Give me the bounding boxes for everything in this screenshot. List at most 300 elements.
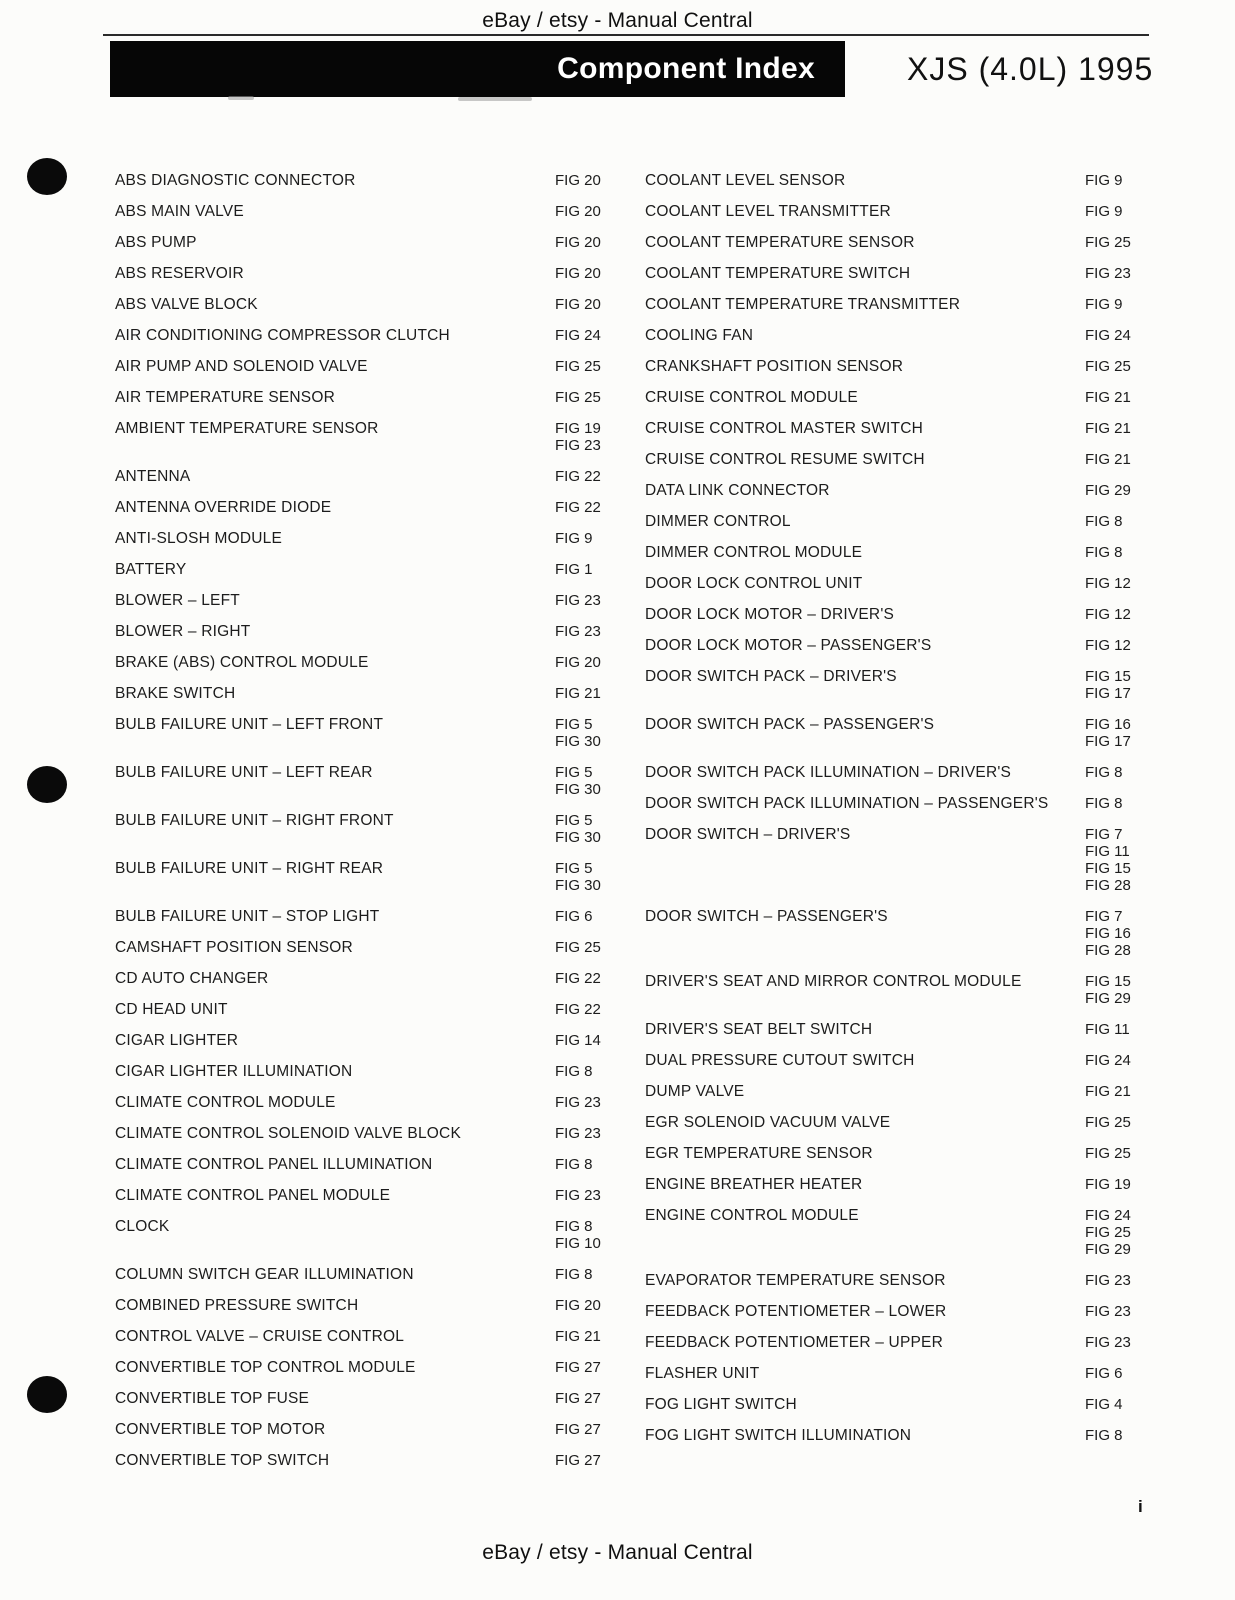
figure-ref: FIG 24 bbox=[1085, 1052, 1131, 1069]
index-entry bbox=[645, 389, 1145, 406]
component-name: AIR TEMPERATURE SENSOR bbox=[115, 389, 335, 406]
title-bar bbox=[110, 41, 845, 97]
index-column-left bbox=[115, 172, 615, 1483]
component-name: CONVERTIBLE TOP CONTROL MODULE bbox=[115, 1359, 416, 1376]
figure-refs bbox=[1085, 327, 1145, 344]
index-entry bbox=[115, 685, 615, 702]
index-entry bbox=[645, 513, 1145, 530]
header-rule bbox=[103, 34, 1149, 36]
figure-ref: FIG 9 bbox=[555, 530, 593, 547]
index-entry bbox=[115, 1094, 615, 1111]
component-name: ABS VALVE BLOCK bbox=[115, 296, 258, 313]
component-name: AIR PUMP AND SOLENOID VALVE bbox=[115, 358, 368, 375]
figure-ref: FIG 8 bbox=[1085, 513, 1123, 530]
index-entry bbox=[645, 1207, 1145, 1258]
figure-refs bbox=[1085, 575, 1145, 592]
component-name: EVAPORATOR TEMPERATURE SENSOR bbox=[645, 1272, 946, 1289]
figure-refs bbox=[1085, 764, 1145, 781]
component-name: CLIMATE CONTROL SOLENOID VALVE BLOCK bbox=[115, 1125, 461, 1142]
figure-refs bbox=[555, 1390, 615, 1407]
figure-refs bbox=[555, 530, 615, 547]
figure-refs bbox=[555, 908, 615, 925]
figure-refs bbox=[555, 1452, 615, 1469]
figure-refs bbox=[555, 1001, 615, 1018]
figure-ref: FIG 23 bbox=[1085, 1272, 1131, 1289]
component-name: DOOR LOCK MOTOR – PASSENGER'S bbox=[645, 637, 932, 654]
figure-ref: FIG 11 bbox=[1085, 1021, 1130, 1038]
figure-ref: FIG 22 bbox=[555, 468, 601, 485]
figure-ref: FIG 12 bbox=[1085, 606, 1131, 623]
figure-refs bbox=[1085, 203, 1145, 220]
figure-refs bbox=[555, 265, 615, 282]
figure-refs bbox=[555, 1094, 615, 1111]
figure-ref: FIG 20 bbox=[555, 1297, 601, 1314]
index-entry bbox=[645, 172, 1145, 189]
component-name: BULB FAILURE UNIT – STOP LIGHT bbox=[115, 908, 380, 925]
component-name: DOOR LOCK CONTROL UNIT bbox=[645, 575, 863, 592]
figure-ref: FIG 25 bbox=[555, 389, 601, 406]
index-entry bbox=[115, 420, 615, 454]
component-name: BRAKE (ABS) CONTROL MODULE bbox=[115, 654, 369, 671]
index-entry bbox=[645, 716, 1145, 750]
figure-ref: FIG 8 bbox=[555, 1218, 593, 1235]
figure-refs bbox=[1085, 513, 1145, 530]
index-entry bbox=[115, 716, 615, 750]
figure-ref: FIG 21 bbox=[1085, 451, 1131, 468]
figure-ref: FIG 8 bbox=[555, 1156, 593, 1173]
component-name: ABS DIAGNOSTIC CONNECTOR bbox=[115, 172, 356, 189]
figure-ref: FIG 23 bbox=[1085, 265, 1131, 282]
component-name: COOLANT LEVEL TRANSMITTER bbox=[645, 203, 891, 220]
figure-refs bbox=[1085, 1052, 1145, 1069]
component-name: FOG LIGHT SWITCH ILLUMINATION bbox=[645, 1427, 912, 1444]
component-name: CRUISE CONTROL MASTER SWITCH bbox=[645, 420, 924, 437]
figure-refs bbox=[555, 203, 615, 220]
figure-ref: FIG 28 bbox=[1085, 877, 1131, 894]
figure-ref: FIG 25 bbox=[1085, 358, 1131, 375]
figure-ref: FIG 20 bbox=[555, 654, 601, 671]
figure-ref: FIG 30 bbox=[555, 781, 601, 798]
figure-ref: FIG 8 bbox=[555, 1063, 593, 1080]
figure-ref: FIG 20 bbox=[555, 203, 601, 220]
figure-refs bbox=[555, 685, 615, 702]
figure-refs bbox=[555, 654, 615, 671]
figure-ref: FIG 17 bbox=[1085, 685, 1131, 702]
component-name: COOLANT TEMPERATURE SWITCH bbox=[645, 265, 911, 282]
figure-refs bbox=[555, 716, 615, 750]
figure-refs bbox=[555, 1187, 615, 1204]
figure-refs bbox=[555, 499, 615, 516]
model-title: XJS (4.0L) 1995 bbox=[907, 50, 1154, 87]
component-name: DOOR LOCK MOTOR – DRIVER'S bbox=[645, 606, 895, 623]
watermark-bottom: eBay / etsy - Manual Central bbox=[482, 1541, 753, 1564]
component-name: DOOR SWITCH PACK – DRIVER'S bbox=[645, 668, 897, 685]
component-name: BULB FAILURE UNIT – LEFT FRONT bbox=[115, 716, 384, 733]
figure-ref: FIG 27 bbox=[555, 1421, 601, 1438]
figure-ref: FIG 21 bbox=[1085, 420, 1131, 437]
component-name: CLIMATE CONTROL MODULE bbox=[115, 1094, 336, 1111]
component-name: COOLANT TEMPERATURE SENSOR bbox=[645, 234, 915, 251]
component-name: DOOR SWITCH PACK – PASSENGER'S bbox=[645, 716, 935, 733]
index-entry bbox=[115, 812, 615, 846]
component-name: COLUMN SWITCH GEAR ILLUMINATION bbox=[115, 1266, 414, 1283]
index-entry bbox=[645, 908, 1145, 959]
figure-ref: FIG 25 bbox=[1085, 1145, 1131, 1162]
figure-refs bbox=[1085, 908, 1145, 959]
component-name: COOLANT LEVEL SENSOR bbox=[645, 172, 846, 189]
figure-refs bbox=[1085, 1303, 1145, 1320]
figure-refs bbox=[555, 296, 615, 313]
index-entry bbox=[115, 172, 615, 189]
figure-refs bbox=[1085, 358, 1145, 375]
figure-ref: FIG 9 bbox=[1085, 203, 1123, 220]
figure-refs bbox=[1085, 716, 1145, 750]
figure-ref: FIG 20 bbox=[555, 265, 601, 282]
figure-ref: FIG 25 bbox=[1085, 234, 1131, 251]
figure-refs bbox=[1085, 1021, 1145, 1038]
figure-ref: FIG 23 bbox=[1085, 1334, 1131, 1351]
figure-ref: FIG 24 bbox=[1085, 1207, 1131, 1224]
index-entry bbox=[115, 530, 615, 547]
figure-refs bbox=[1085, 1207, 1145, 1258]
figure-ref: FIG 21 bbox=[555, 685, 601, 702]
index-entry bbox=[115, 389, 615, 406]
component-name: DRIVER'S SEAT BELT SWITCH bbox=[645, 1021, 873, 1038]
index-entry bbox=[115, 939, 615, 956]
index-entry bbox=[645, 575, 1145, 592]
figure-refs bbox=[555, 1421, 615, 1438]
index-entry bbox=[645, 637, 1145, 654]
figure-ref: FIG 16 bbox=[1085, 925, 1131, 942]
figure-refs bbox=[555, 1063, 615, 1080]
figure-refs bbox=[555, 1218, 615, 1252]
figure-refs bbox=[1085, 451, 1145, 468]
figure-refs bbox=[1085, 606, 1145, 623]
component-name: CIGAR LIGHTER ILLUMINATION bbox=[115, 1063, 353, 1080]
component-name: ENGINE CONTROL MODULE bbox=[645, 1207, 859, 1224]
figure-ref: FIG 23 bbox=[555, 1125, 601, 1142]
figure-ref: FIG 22 bbox=[555, 499, 601, 516]
component-name: DOOR SWITCH PACK ILLUMINATION – DRIVER'S bbox=[645, 764, 1012, 781]
component-name: ANTI-SLOSH MODULE bbox=[115, 530, 283, 547]
index-entry bbox=[645, 1334, 1145, 1351]
figure-refs bbox=[555, 420, 615, 454]
figure-ref: FIG 20 bbox=[555, 172, 601, 189]
figure-refs bbox=[555, 561, 615, 578]
index-entry bbox=[115, 1359, 615, 1376]
index-entry bbox=[115, 358, 615, 375]
figure-ref: FIG 22 bbox=[555, 970, 601, 987]
index-entry bbox=[115, 860, 615, 894]
figure-ref: FIG 25 bbox=[1085, 1114, 1131, 1131]
index-entry bbox=[115, 1266, 615, 1283]
index-entry bbox=[645, 764, 1145, 781]
figure-ref: FIG 25 bbox=[555, 939, 601, 956]
figure-refs bbox=[555, 812, 615, 846]
figure-refs bbox=[555, 389, 615, 406]
component-name: DIMMER CONTROL MODULE bbox=[645, 544, 863, 561]
component-name: FLASHER UNIT bbox=[645, 1365, 760, 1382]
component-index bbox=[115, 172, 1145, 1483]
index-entry bbox=[645, 544, 1145, 561]
figure-ref: FIG 23 bbox=[555, 1187, 601, 1204]
component-name: CONVERTIBLE TOP MOTOR bbox=[115, 1421, 326, 1438]
figure-ref: FIG 25 bbox=[1085, 1224, 1131, 1241]
index-entry bbox=[645, 795, 1145, 812]
component-name: CONTROL VALVE – CRUISE CONTROL bbox=[115, 1328, 405, 1345]
component-name: CAMSHAFT POSITION SENSOR bbox=[115, 939, 353, 956]
component-name: CD HEAD UNIT bbox=[115, 1001, 228, 1018]
index-entry bbox=[115, 234, 615, 251]
watermark-top: eBay / etsy - Manual Central bbox=[482, 9, 753, 32]
component-name: EGR TEMPERATURE SENSOR bbox=[645, 1145, 873, 1162]
figure-refs bbox=[1085, 1176, 1145, 1193]
index-entry bbox=[645, 358, 1145, 375]
component-name: FEEDBACK POTENTIOMETER – LOWER bbox=[645, 1303, 947, 1320]
figure-refs bbox=[1085, 1334, 1145, 1351]
figure-refs bbox=[1085, 973, 1145, 1007]
index-column-right bbox=[645, 172, 1145, 1483]
index-entry bbox=[115, 654, 615, 671]
index-entry bbox=[645, 451, 1145, 468]
figure-ref: FIG 21 bbox=[1085, 389, 1131, 406]
figure-ref: FIG 12 bbox=[1085, 575, 1131, 592]
figure-ref: FIG 9 bbox=[1085, 296, 1123, 313]
component-name: BLOWER – RIGHT bbox=[115, 623, 251, 640]
index-entry bbox=[115, 1156, 615, 1173]
figure-refs bbox=[1085, 826, 1145, 894]
figure-ref: FIG 22 bbox=[555, 1001, 601, 1018]
figure-refs bbox=[555, 764, 615, 798]
component-name: CD AUTO CHANGER bbox=[115, 970, 269, 987]
index-entry bbox=[645, 1272, 1145, 1289]
index-entry bbox=[115, 499, 615, 516]
figure-ref: FIG 23 bbox=[555, 623, 601, 640]
component-name: BULB FAILURE UNIT – RIGHT FRONT bbox=[115, 812, 394, 829]
figure-refs bbox=[1085, 544, 1145, 561]
figure-ref: FIG 5 bbox=[555, 716, 593, 733]
index-entry bbox=[645, 203, 1145, 220]
figure-ref: FIG 27 bbox=[555, 1390, 601, 1407]
figure-ref: FIG 1 bbox=[555, 561, 593, 578]
component-name: DIMMER CONTROL bbox=[645, 513, 791, 530]
figure-ref: FIG 21 bbox=[1085, 1083, 1131, 1100]
figure-refs bbox=[1085, 668, 1145, 702]
figure-ref: FIG 29 bbox=[1085, 990, 1131, 1007]
component-name: BLOWER – LEFT bbox=[115, 592, 240, 609]
index-entry bbox=[645, 1083, 1145, 1100]
index-entry bbox=[115, 908, 615, 925]
figure-refs bbox=[555, 1156, 615, 1173]
component-name: DATA LINK CONNECTOR bbox=[645, 482, 830, 499]
figure-ref: FIG 27 bbox=[555, 1359, 601, 1376]
index-entry bbox=[115, 203, 615, 220]
component-name: CRANKSHAFT POSITION SENSOR bbox=[645, 358, 904, 375]
index-entry bbox=[115, 1032, 615, 1049]
figure-ref: FIG 30 bbox=[555, 829, 601, 846]
index-entry bbox=[115, 1063, 615, 1080]
component-name: ANTENNA bbox=[115, 468, 191, 485]
figure-ref: FIG 16 bbox=[1085, 716, 1131, 733]
figure-ref: FIG 15 bbox=[1085, 973, 1131, 990]
figure-refs bbox=[1085, 1114, 1145, 1131]
page-number: i bbox=[1138, 1497, 1143, 1516]
figure-ref: FIG 21 bbox=[555, 1328, 601, 1345]
index-entry bbox=[645, 296, 1145, 313]
figure-refs bbox=[1085, 482, 1145, 499]
scan-artifact bbox=[228, 96, 254, 100]
figure-refs bbox=[555, 1032, 615, 1049]
index-entry bbox=[645, 1021, 1145, 1038]
figure-ref: FIG 7 bbox=[1085, 908, 1123, 925]
figure-ref: FIG 15 bbox=[1085, 860, 1131, 877]
figure-ref: FIG 19 bbox=[1085, 1176, 1131, 1193]
figure-ref: FIG 7 bbox=[1085, 826, 1123, 843]
figure-ref: FIG 11 bbox=[1085, 843, 1130, 860]
index-entry bbox=[645, 1052, 1145, 1069]
index-entry bbox=[115, 1187, 615, 1204]
page-title: Component Index bbox=[557, 52, 815, 85]
index-entry bbox=[645, 1303, 1145, 1320]
index-entry bbox=[115, 468, 615, 485]
figure-refs bbox=[555, 172, 615, 189]
component-name: CONVERTIBLE TOP FUSE bbox=[115, 1390, 310, 1407]
index-entry bbox=[115, 764, 615, 798]
component-name: ABS MAIN VALVE bbox=[115, 203, 244, 220]
figure-ref: FIG 8 bbox=[1085, 544, 1123, 561]
figure-refs bbox=[1085, 234, 1145, 251]
figure-ref: FIG 12 bbox=[1085, 637, 1131, 654]
figure-ref: FIG 23 bbox=[1085, 1303, 1131, 1320]
index-entry bbox=[115, 327, 615, 344]
figure-ref: FIG 19 bbox=[555, 420, 601, 437]
figure-refs bbox=[555, 358, 615, 375]
component-name: COOLANT TEMPERATURE TRANSMITTER bbox=[645, 296, 961, 313]
component-name: CLOCK bbox=[115, 1218, 170, 1235]
figure-refs bbox=[555, 1266, 615, 1283]
index-entry bbox=[115, 296, 615, 313]
figure-ref: FIG 29 bbox=[1085, 482, 1131, 499]
figure-ref: FIG 8 bbox=[1085, 1427, 1123, 1444]
figure-ref: FIG 5 bbox=[555, 764, 593, 781]
index-entry bbox=[645, 1427, 1145, 1444]
component-name: CLIMATE CONTROL PANEL MODULE bbox=[115, 1187, 391, 1204]
figure-refs bbox=[1085, 1083, 1145, 1100]
figure-ref: FIG 4 bbox=[1085, 1396, 1123, 1413]
component-name: DRIVER'S SEAT AND MIRROR CONTROL MODULE bbox=[645, 973, 1022, 990]
figure-refs bbox=[555, 592, 615, 609]
figure-refs bbox=[1085, 265, 1145, 282]
component-name: ABS RESERVOIR bbox=[115, 265, 244, 282]
punch-hole-mark bbox=[27, 1376, 67, 1413]
figure-ref: FIG 30 bbox=[555, 733, 601, 750]
component-name: ENGINE BREATHER HEATER bbox=[645, 1176, 863, 1193]
figure-ref: FIG 8 bbox=[555, 1266, 593, 1283]
component-name: ABS PUMP bbox=[115, 234, 197, 251]
figure-refs bbox=[1085, 795, 1145, 812]
index-entry bbox=[645, 606, 1145, 623]
index-entry bbox=[645, 826, 1145, 894]
figure-refs bbox=[555, 1359, 615, 1376]
figure-ref: FIG 15 bbox=[1085, 668, 1131, 685]
figure-refs bbox=[1085, 1427, 1145, 1444]
figure-ref: FIG 28 bbox=[1085, 942, 1131, 959]
figure-ref: FIG 8 bbox=[1085, 795, 1123, 812]
index-entry bbox=[645, 1114, 1145, 1131]
page-header bbox=[110, 41, 1153, 97]
figure-ref: FIG 6 bbox=[1085, 1365, 1123, 1382]
component-name: CRUISE CONTROL RESUME SWITCH bbox=[645, 451, 925, 468]
figure-refs bbox=[555, 860, 615, 894]
figure-ref: FIG 25 bbox=[555, 358, 601, 375]
figure-refs bbox=[1085, 389, 1145, 406]
figure-ref: FIG 17 bbox=[1085, 733, 1131, 750]
component-name: CRUISE CONTROL MODULE bbox=[645, 389, 858, 406]
figure-ref: FIG 5 bbox=[555, 860, 593, 877]
component-name: BATTERY bbox=[115, 561, 187, 578]
figure-ref: FIG 10 bbox=[555, 1235, 601, 1252]
figure-ref: FIG 23 bbox=[555, 1094, 601, 1111]
component-name: DUMP VALVE bbox=[645, 1083, 745, 1100]
index-entry bbox=[115, 1452, 615, 1469]
figure-refs bbox=[555, 970, 615, 987]
index-entry bbox=[645, 1365, 1145, 1382]
index-entry bbox=[115, 1421, 615, 1438]
figure-refs bbox=[555, 1328, 615, 1345]
figure-ref: FIG 24 bbox=[555, 327, 601, 344]
index-entry bbox=[645, 668, 1145, 702]
figure-ref: FIG 23 bbox=[555, 437, 601, 454]
figure-ref: FIG 27 bbox=[555, 1452, 601, 1469]
figure-ref: FIG 20 bbox=[555, 296, 601, 313]
component-name: ANTENNA OVERRIDE DIODE bbox=[115, 499, 332, 516]
figure-refs bbox=[555, 1297, 615, 1314]
figure-refs bbox=[555, 468, 615, 485]
figure-refs bbox=[555, 1125, 615, 1142]
figure-refs bbox=[1085, 1365, 1145, 1382]
component-name: DUAL PRESSURE CUTOUT SWITCH bbox=[645, 1052, 915, 1069]
figure-ref: FIG 30 bbox=[555, 877, 601, 894]
figure-refs bbox=[555, 327, 615, 344]
component-name: DOOR SWITCH – PASSENGER'S bbox=[645, 908, 888, 925]
component-name: FEEDBACK POTENTIOMETER – UPPER bbox=[645, 1334, 943, 1351]
figure-ref: FIG 5 bbox=[555, 812, 593, 829]
index-entry bbox=[115, 1297, 615, 1314]
index-entry bbox=[645, 1145, 1145, 1162]
figure-ref: FIG 9 bbox=[1085, 172, 1123, 189]
figure-refs bbox=[555, 623, 615, 640]
index-entry bbox=[645, 234, 1145, 251]
figure-ref: FIG 6 bbox=[555, 908, 593, 925]
component-name: BULB FAILURE UNIT – LEFT REAR bbox=[115, 764, 373, 781]
index-entry bbox=[115, 1328, 615, 1345]
component-name: DOOR SWITCH – DRIVER'S bbox=[645, 826, 851, 843]
component-name: BULB FAILURE UNIT – RIGHT REAR bbox=[115, 860, 384, 877]
figure-refs bbox=[555, 234, 615, 251]
figure-refs bbox=[1085, 296, 1145, 313]
punch-hole-mark bbox=[27, 766, 67, 803]
figure-refs bbox=[555, 939, 615, 956]
figure-ref: FIG 14 bbox=[555, 1032, 601, 1049]
index-entry bbox=[115, 623, 615, 640]
scan-artifact bbox=[458, 97, 532, 101]
index-entry bbox=[115, 265, 615, 282]
component-name: AMBIENT TEMPERATURE SENSOR bbox=[115, 420, 379, 437]
index-entry bbox=[645, 327, 1145, 344]
figure-refs bbox=[1085, 420, 1145, 437]
index-entry bbox=[115, 1390, 615, 1407]
index-entry bbox=[115, 970, 615, 987]
